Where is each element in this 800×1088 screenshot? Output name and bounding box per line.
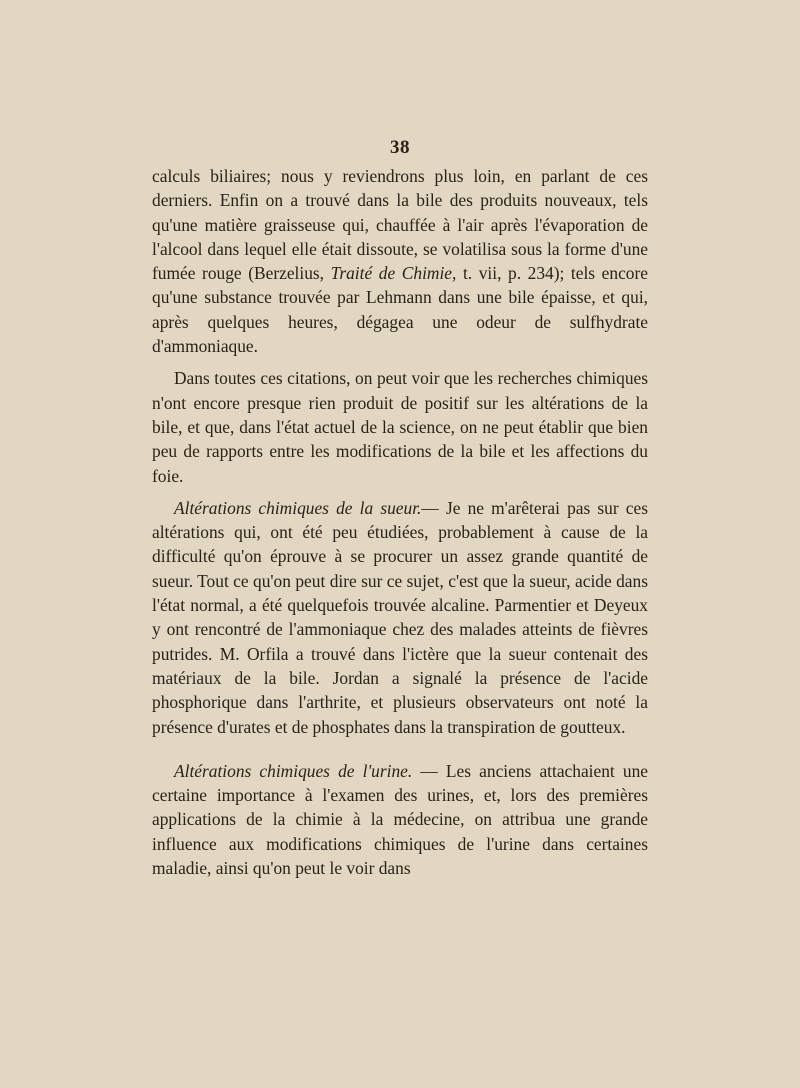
body-text	[152, 164, 648, 880]
paragraph-bile-products	[152, 164, 648, 358]
paragraph-text: — Je ne m'arêterai pas sur ces altérations qui, ont été peu étudiées, probablement à cause de la difficulté qu'on éprouve à se procurer un assez grande quantité de sueur. Tout ce qu'on peut dire sur ce sujet, c'est que la sueur, acide dans l'état normal, a été quelquefois trouvée alcaline. Parmentier et Deyeux y ont rencontré de l'ammoniaque chez des malades atteints de fièvres putrides. M. Orfila a trouvé dans l'ictère que la sueur contenait des matériaux de la bile. Jordan a signalé la présence de l'acide phosphorique dans l'arthrite, et plusieurs observateurs ont noté la présence d'urates et de phosphates dans la transpiration de goutteux.	[152, 497, 648, 737]
page-number: 38	[390, 137, 410, 158]
paragraph-sweat	[152, 496, 648, 739]
paragraph-text: t. vii, p. 234); tels encore qu'une substance trouvée par Lehmann dans une bile épaisse, et qui, après quelques heures, dégagea une odeur de sulfhydrate d'ammoniaque.	[152, 263, 649, 357]
section-heading-sweat: Altérations chimiques de la sueur.	[174, 497, 422, 518]
paragraph-text: — Les anciens attachaient une certaine importance à l'examen des urines, et, lors des premières applications de la chimie à la médecine, on attribua une grande influence aux modifications chimiques de l'urine dans certaines maladie, ainsi qu'on peut le voir dans	[152, 760, 649, 879]
section-heading-urine: Altérations chimiques de l'urine.	[174, 760, 413, 781]
citation-title: Traité de Chimie,	[330, 263, 457, 284]
paragraph-citations-summary: Dans toutes ces citations, on peut voir que les recherches chimiques n'ont encore presque rien produit de positif sur les altérations de la bile, et que, dans l'état actuel de la science, on ne peut établir que bien peu de rapports entre les modifications de la bile et les affections du foie.	[152, 368, 648, 486]
paragraph-urine	[152, 759, 648, 880]
paragraph-text: calculs biliaires; nous y reviendrons plus loin, en parlant de ces derniers. Enfin on a trouvé dans la bile des produits nouveaux, tels qu'une matière graisseuse qui, chauffée à l'air après l'évaporation de l'alcool dans lequel elle était dissoute, se volatilisa sous la forme d'une fumée rouge (Berzelius,	[152, 166, 648, 284]
